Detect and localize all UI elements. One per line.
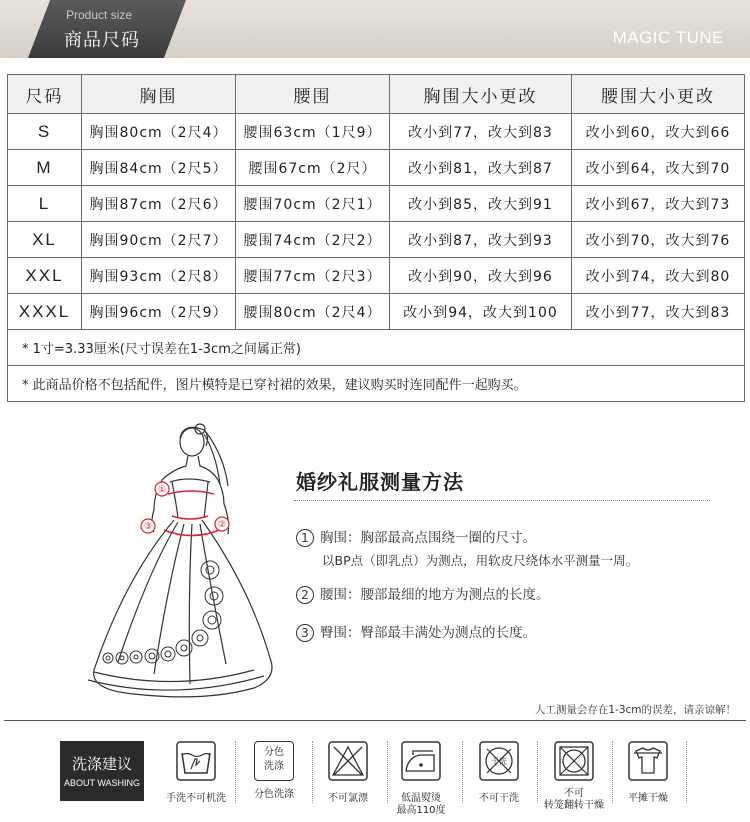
wash-separator (686, 741, 687, 803)
item-number: 2 (296, 586, 314, 604)
table-header-row (8, 75, 745, 114)
bust-alter-cell: 改小到85，改大到91 (390, 186, 572, 222)
bust-alter-cell: 改小到87，改大到93 (390, 222, 572, 258)
measurement-error-note: 人工测量会存在1-3cm的误差，请亲谅解！ (534, 704, 736, 716)
measure-item-hip (296, 621, 536, 642)
size-cell: M (8, 150, 82, 186)
table-row (8, 294, 745, 330)
waist-alter-cell: 改小到60，改大到66 (572, 114, 745, 150)
marker-1-label: ① (157, 485, 167, 495)
waist-alter-cell: 改小到74，改大到80 (572, 258, 745, 294)
measure-item-bust (296, 526, 536, 547)
col-header-bust-alter: 胸围大小更改 (390, 75, 572, 114)
size-cell: S (8, 114, 82, 150)
table-note-row (8, 366, 745, 402)
waist-cell: 腰围67cm（2尺） (236, 150, 390, 186)
table-note-row (8, 330, 745, 366)
wash-label: 不可干洗 (479, 793, 519, 804)
washing-subtitle: ABOUT WASHING (63, 778, 140, 788)
bust-cell: 胸围80cm（2尺4） (82, 114, 236, 150)
page-header (0, 0, 750, 58)
item-text: 胸围：胸部最高点围绕一圈的尺寸。 (320, 530, 536, 546)
wash-item-no-bleach (313, 741, 383, 805)
wash-label: 低温熨烫 最高110度 (396, 793, 446, 816)
measure-item-bust-detail: 以BP点（即乳点）为测点，用软皮尺绕体水平测量一周。 (322, 553, 639, 568)
marker-3-label: ③ (143, 522, 153, 532)
wash-separator (462, 741, 463, 803)
size-cell: XL (8, 222, 82, 258)
measure-title: 婚纱礼服测量方法 (296, 470, 464, 494)
wash-label: 平摊干燥 (628, 793, 668, 804)
bust-cell: 胸围96cm（2尺9） (82, 294, 236, 330)
accessory-note: * 此商品价格不包括配件，图片模特是已穿衬裙的效果，建议购买时连同配件一起购买。 (8, 366, 745, 402)
flat-dry-icon (628, 741, 668, 781)
bust-cell: 胸围90cm（2尺7） (82, 222, 236, 258)
separate-wash-icon: 分色 洗涤 (254, 741, 294, 781)
hand-wash-icon (176, 741, 216, 781)
bust-alter-cell: 改小到81，改大到87 (390, 150, 572, 186)
item-number: 1 (296, 529, 314, 547)
item-number: 3 (296, 624, 314, 642)
bust-cell: 胸围87cm（2尺6） (82, 186, 236, 222)
svg-text:干洗: 干洗 (491, 757, 507, 766)
no-dry-clean-icon (479, 741, 519, 781)
wash-item-separate (239, 741, 309, 801)
size-table (7, 74, 745, 402)
size-cell: XXL (8, 258, 82, 294)
wash-separator (235, 741, 236, 803)
wash-label: 手洗不可机洗 (166, 793, 226, 804)
bust-alter-cell: 改小到77，改大到83 (390, 114, 572, 150)
size-cell: XXXL (8, 294, 82, 330)
wash-item-hand-wash (161, 741, 231, 805)
unit-note: * 1寸=3.33厘米(尺寸误差在1-3cm之间属正常) (8, 330, 745, 366)
wash-separator (537, 741, 538, 803)
washing-title: 洗涤建议 (71, 755, 132, 773)
washing-title-box (60, 741, 144, 801)
section-divider (4, 720, 746, 721)
dress-illustration (74, 420, 274, 710)
no-tumble-dry-icon (554, 741, 594, 781)
size-cell: L (8, 186, 82, 222)
col-header-waist: 腰围 (236, 75, 390, 114)
brand-name: MAGIC TUNE (612, 28, 724, 47)
waist-cell: 腰围70cm（2尺1） (236, 186, 390, 222)
table-row (8, 150, 745, 186)
dotted-divider (294, 500, 710, 501)
col-header-waist-alter: 腰围大小更改 (572, 75, 745, 114)
table-row (8, 222, 745, 258)
no-bleach-icon (328, 741, 368, 781)
low-iron-icon (401, 741, 441, 781)
header-title: 商品尺码 (64, 30, 140, 51)
table-row (8, 114, 745, 150)
wash-label: 分色洗涤 (254, 789, 294, 800)
waist-alter-cell: 改小到67，改大到73 (572, 186, 745, 222)
wash-item-no-dry-clean (464, 741, 534, 805)
col-header-size: 尺码 (8, 75, 82, 114)
wash-item-low-iron (386, 741, 456, 817)
bust-cell: 胸围84cm（2尺5） (82, 150, 236, 186)
measure-item-waist (296, 583, 550, 604)
wash-item-no-tumble-dry (539, 741, 609, 812)
table-row (8, 186, 745, 222)
item-text: 腰围：腰部最细的地方为测点的长度。 (320, 587, 550, 603)
wash-item-flat-dry (613, 741, 683, 805)
waist-cell: 腰围63cm（1尺9） (236, 114, 390, 150)
col-header-bust: 胸围 (82, 75, 236, 114)
waist-alter-cell: 改小到64，改大到70 (572, 150, 745, 186)
bust-alter-cell: 改小到90，改大到96 (390, 258, 572, 294)
waist-cell: 腰围80cm（2尺4） (236, 294, 390, 330)
bust-cell: 胸围93cm（2尺8） (82, 258, 236, 294)
item-text: 臀围：臀部最丰满处为测点的长度。 (320, 625, 536, 641)
waist-alter-cell: 改小到70，改大到76 (572, 222, 745, 258)
marker-2-label: ② (217, 520, 227, 530)
waist-alter-cell: 改小到77，改大到83 (572, 294, 745, 330)
waist-cell: 腰围74cm（2尺2） (236, 222, 390, 258)
header-subtitle: Product size (66, 8, 133, 22)
table-row (8, 258, 745, 294)
bust-alter-cell: 改小到94，改大到100 (390, 294, 572, 330)
waist-cell: 腰围77cm（2尺3） (236, 258, 390, 294)
wash-label: 不可氯漂 (328, 793, 368, 804)
wash-label: 不可 转笼翻转干燥 (544, 788, 604, 811)
